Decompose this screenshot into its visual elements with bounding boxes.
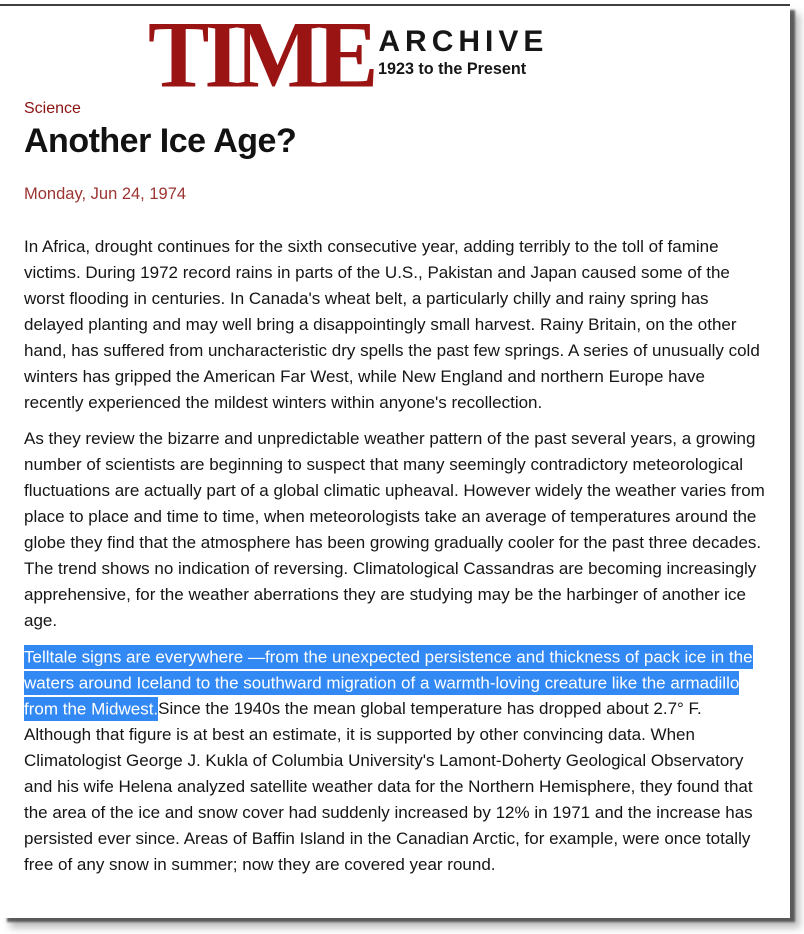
paragraph-1: In Africa, drought continues for the sixth consecutive year, adding terribly to the toll of famine victims. During 1972 record rains in parts of the U.S., Pakistan and Japan caused some of the worst flooding in centuries. In Canada's wheat belt, a particularly chilly and rainy spring has delayed planting and may well bring a disappointingly small harvest. Rainy Britain, on the other hand, has suffered from uncharacteristic dry spells the past few springs. A series of unusually cold winters has gripped the American Far West, while New England and northern Europe have recently experienced the mildest winters within anyone's recollection. (24, 237, 760, 412)
time-wordmark[interactable]: TIME (148, 1, 374, 108)
archive-label: ARCHIVE (378, 25, 549, 58)
paragraph-3 (24, 644, 766, 878)
category-link-science[interactable]: Science (24, 100, 81, 117)
paragraph-3-rest: Since the 1940s the mean global temperature has dropped about 2.7° F. Although that figure is at best an estimate, it is supported by other convincing data. When Climatologist George J. Kukla of Columbia University's Lamont-Doherty Geological Observatory and his wife Helena analyzed satellite weather data for the Northern Hemisphere, they found that the area of the ice and snow cover had suddenly increased by 12% in 1971 and the increase has persisted ever since. Areas of Baffin Island in the Canadian Arctic, for example, were once totally free of any snow in summer; now they are covered year round. (24, 699, 753, 874)
archive-tagline: 1923 to the Present (378, 59, 527, 78)
archive-block (378, 27, 548, 78)
paragraph-2: As they review the bizarre and unpredictable weather pattern of the past several years, a growing number of scientists are beginning to suspect that many seemingly contradictory meteorological fluctuations are actually part of a global climatic upheaval. However widely the weather varies from place to place and time to time, when meteorologists take an average of temperatures around the globe they find that the atmosphere has been growing gradually cooler for the past three decades. The trend shows no indication of reversing. Climatological Cassandras are becoming increasingly apprehensive, for the weather aberrations they are studying may be the harbinger of another ice age. (24, 429, 765, 630)
time-archive-logo[interactable] (24, 1, 766, 108)
article-body (24, 234, 766, 878)
selected-text-highlight: Telltale signs are everywhere —from the unexpected persistence and thickness of pack ice in the waters around Iceland to the southward migration of a warmth-loving creature like the armadillo from the Midwest. (24, 645, 753, 721)
article-page (0, 1, 790, 918)
article-date: Monday, Jun 24, 1974 (24, 185, 187, 203)
article-title: Another Ice Age? (24, 122, 297, 160)
